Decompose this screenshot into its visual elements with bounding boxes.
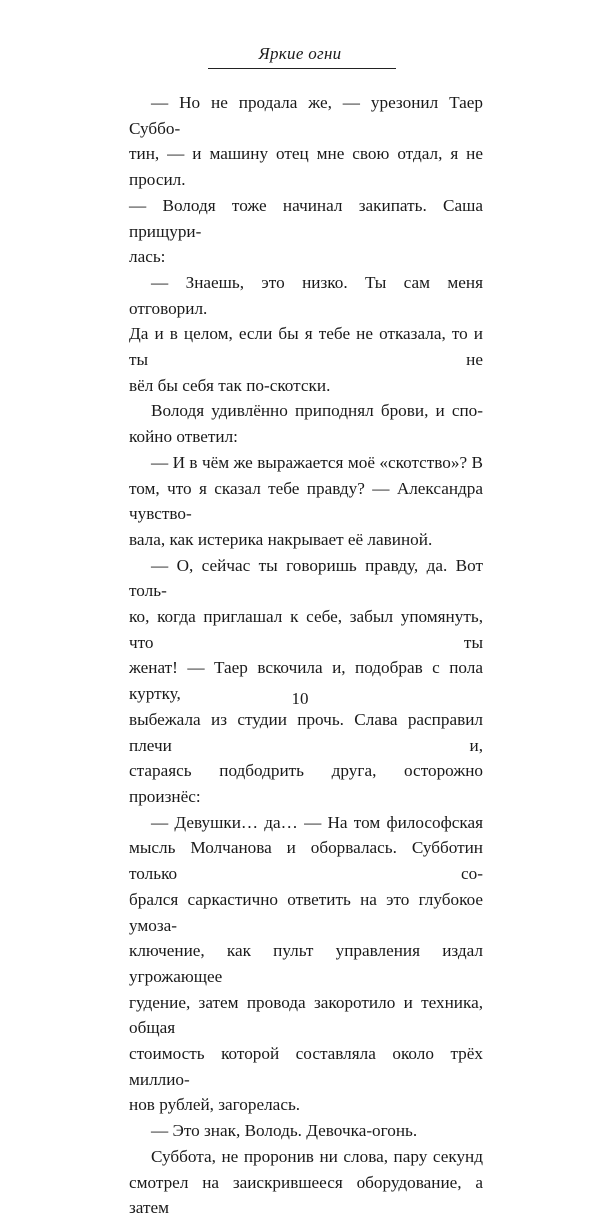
body-text bbox=[129, 90, 483, 1221]
header-rule bbox=[208, 68, 396, 69]
text-line: Да и в целом, если бы я тебе не отказала, то и ты не bbox=[129, 324, 483, 370]
text-line: брался саркастично ответить на это глубокое умоза- bbox=[129, 889, 483, 935]
text-line: женат! — Таер вскочила и, подобрав с пола куртку, bbox=[129, 658, 483, 704]
text-line: выбежала из студии прочь. Слава расправил плечи и, bbox=[129, 709, 483, 755]
text-line: том, что я сказал тебе правду? — Александра чувство- bbox=[129, 478, 483, 524]
text-line: койно ответил: bbox=[129, 427, 238, 447]
text-line: ко, когда приглашал к себе, забыл упомянуть, что ты bbox=[129, 607, 483, 652]
text-line: лась: bbox=[129, 247, 166, 267]
text-line: — Девушки… да… — На том философская bbox=[151, 812, 483, 832]
text-line: — Но не продала же, — урезонил Таер Суббо- bbox=[129, 93, 483, 138]
text-line: вала, как истерика накрывает её лавиной. bbox=[129, 529, 433, 549]
text-line: мысль Молчанова и оборвалась. Субботин только со- bbox=[129, 838, 483, 884]
text-line: — Знаешь, это низко. Ты сам меня отговорил. bbox=[129, 272, 483, 318]
text-line: ключение, как пульт управления издал угрожающее bbox=[129, 941, 483, 986]
text-line: тин, — и машину отец мне свою отдал, я не просил. bbox=[129, 144, 483, 190]
text-line: — О, сейчас ты говоришь правду, да. Вот толь- bbox=[129, 555, 483, 601]
text-line: — И в чём же выражается моё «скотство»? В bbox=[151, 452, 483, 472]
page-number: 10 bbox=[291, 689, 309, 708]
text-line: смотрел на заискрившееся оборудование, а затем bbox=[129, 1172, 483, 1218]
text-line: — Это знак, Володь. Девочка-огонь. bbox=[151, 1121, 418, 1141]
text-line: — Володя тоже начинал закипать. Саша прищури- bbox=[129, 195, 483, 241]
running-title: Яркие огни bbox=[258, 44, 342, 63]
text-line: Володя удивлённо приподнял брови, и спо- bbox=[151, 401, 483, 421]
text-line: гудение, затем провода закоротило и техника, общая bbox=[129, 992, 483, 1038]
text-line: Суббота, не проронив ни слова, пару секунд bbox=[151, 1146, 483, 1166]
text-line: стараясь подбодрить друга, осторожно произнёс: bbox=[129, 761, 483, 806]
text-line: вёл бы себя так по-скотски. bbox=[129, 375, 331, 395]
text-line: нов рублей, загорелась. bbox=[129, 1095, 301, 1115]
text-line: стоимость которой составляла около трёх миллио- bbox=[129, 1044, 483, 1089]
